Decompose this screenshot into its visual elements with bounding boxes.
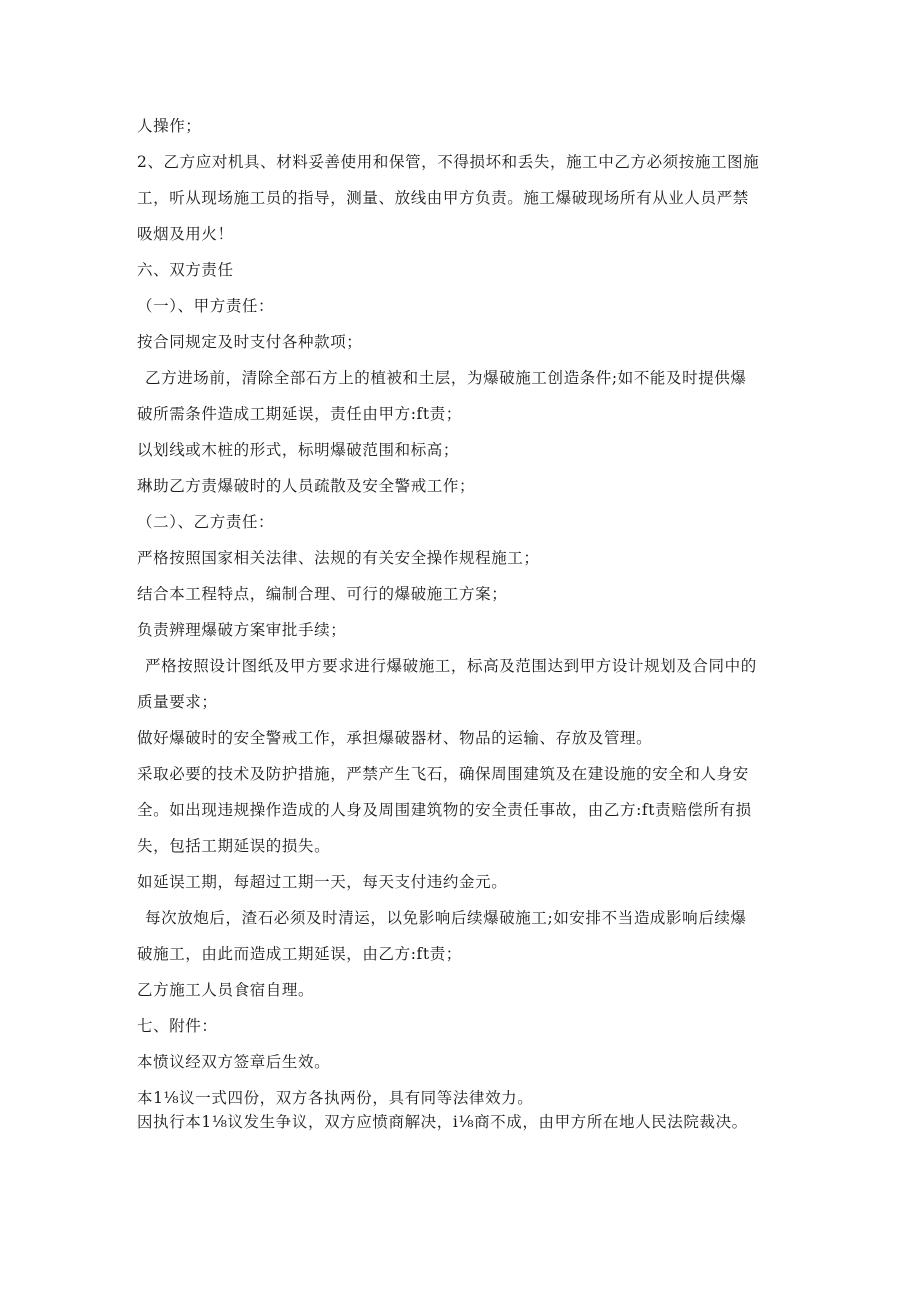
text-line: 工，听从现场施工员的指导，测量、放线由甲方负责。施工爆破现场所有从业人员严禁 [137, 189, 749, 207]
text-line: 本1⅛议一式四份，双方各执两份，具有同等法律效力。 [137, 1089, 534, 1107]
text-line: 严格按照国家相关法律、法规的有关安全操作规程施工； [137, 549, 540, 567]
section-heading: 六、双方责任 [137, 261, 234, 279]
text-line: 负责辨理爆破方案审批手续； [137, 621, 347, 639]
text-line: 因执行本1⅛议发生争议，双方应愤商解决，i⅛商不成，由甲方所在地人民法院裁决。 [137, 1113, 748, 1131]
text-line: 质量要求； [137, 693, 218, 711]
text-line: 全。如出现违规操作造成的人身及周围建筑物的安全责任事故，由乙方:ft责赔偿所有损 [137, 801, 752, 819]
text-line: 乙方施工人员食宿自理。 [137, 981, 315, 999]
text-line: 乙方进场前，清除全部石方上的植被和土层，为爆破施工创造条件;如不能及时提供爆 [145, 369, 747, 387]
text-line: 吸烟及用火！ [137, 225, 234, 243]
text-line: 结合本工程特点，编制合理、可行的爆破施工方案； [137, 585, 508, 603]
text-line: 按合同规定及时支付各种款项； [137, 333, 363, 351]
text-line: 破施工，由此而造成工期延误，由乙方:ft责； [137, 945, 462, 963]
text-line: 本愤议经双方签章后生效。 [137, 1053, 331, 1071]
text-line: 失，包括工期延误的损失。 [137, 837, 331, 855]
text-line: 每次放炮后，渣石必须及时清运，以免影响后续爆破施工;如安排不当造成影响后续爆 [145, 909, 747, 927]
text-line: 做好爆破时的安全警戒工作，承担爆破器材、物品的运输、存放及管理。 [137, 729, 653, 747]
document-body [137, 108, 792, 1134]
subsection-heading: （一）、甲方责任： [137, 297, 275, 315]
subsection-heading: （二）、乙方责任： [137, 513, 275, 531]
text-line: 2、乙方应对机具、材料妥善使用和保管，不得损坏和丢失，施工中乙方必须按施工图施 [137, 153, 760, 171]
text-line: 采取必要的技术及防护措施，严禁产生飞石，确保周围建筑及在建设施的安全和人身安 [137, 765, 749, 783]
section-heading: 七、附件： [137, 1017, 218, 1035]
text-line: 严格按照设计图纸及甲方要求进行爆破施工，标高及范围达到甲方设计规划及合同中的 [145, 657, 757, 675]
text-line: 人操作； [137, 117, 202, 135]
text-line: 以划线或木桩的形式，标明爆破范围和标高； [137, 441, 460, 459]
text-line: 破所需条件造成工期延误，责任由甲方:ft责； [137, 405, 462, 423]
text-line: 如延误工期，每超过工期一天，每天支付违约金元。 [137, 873, 508, 891]
text-line: 琳助乙方责爆破时的人员疏散及安全警戒工作； [137, 477, 476, 495]
